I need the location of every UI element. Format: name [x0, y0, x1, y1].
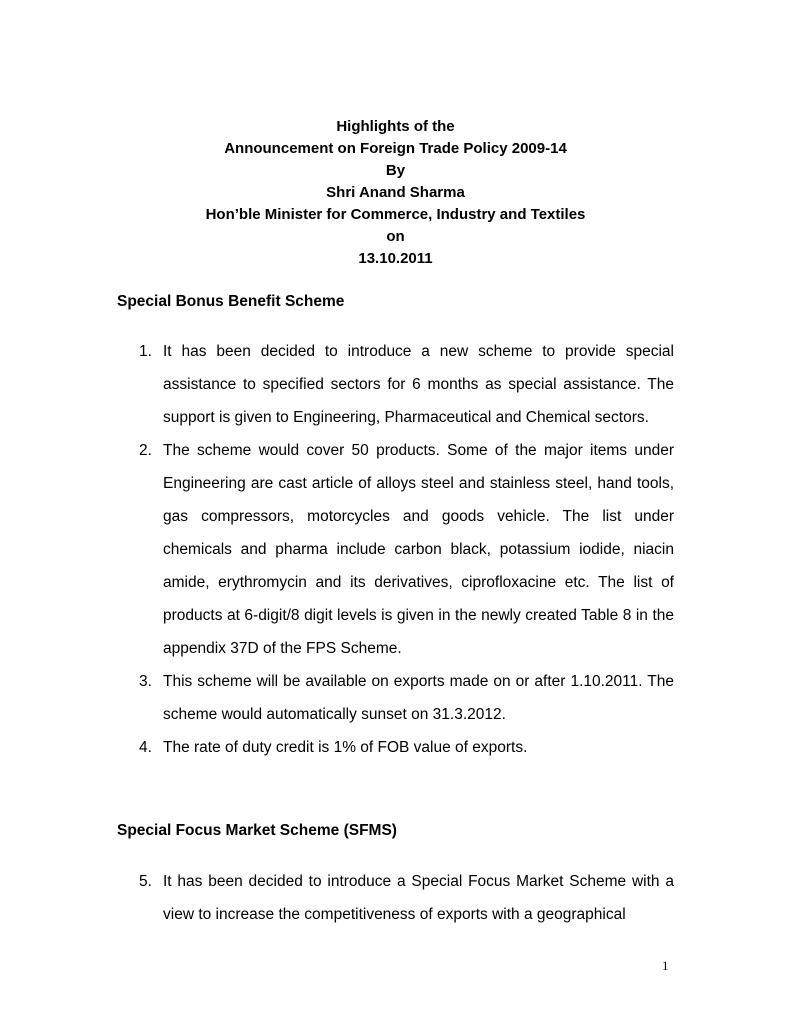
item-number: 2. [139, 442, 152, 459]
item-text: It has been decided to introduce a new scheme to provide special assistance to specified sectors for 6 months as special assistance. The support is given to Engineering, Pharmaceutical and Chemical sectors. [163, 343, 674, 426]
list-item [117, 335, 674, 434]
title-line: Announcement on Foreign Trade Policy 2009-14 [224, 140, 567, 157]
title-line: By [385, 162, 406, 179]
title-line: Hon’ble Minister for Commerce, Industry and Textiles [205, 206, 586, 223]
title-line: 13.10.2011 [358, 250, 433, 267]
item-text: The scheme would cover 50 products. Some of the major items under Engineering are cast article of alloys steel and stainless steel, hand tools, gas compressors, motorcycles and goods vehicle. The list under chemicals and pharma include carbon black, potassium iodide, niacin amide, erythromycin and its derivatives, ciprofloxacine etc. The list of products at 6-digit/8 digit levels is given in the newly created Table 8 in the appendix 37D of the FPS Scheme. [163, 442, 674, 657]
title-line: Shri Anand Sharma [326, 184, 465, 201]
document-title [0, 116, 791, 270]
list-item [117, 865, 674, 931]
numbered-list [117, 335, 674, 764]
item-number: 5. [139, 873, 152, 890]
section-heading: Special Focus Market Scheme (SFMS) [117, 822, 397, 839]
item-text: This scheme will be available on exports made on or after 1.10.2011. The scheme would automatically sunset on 31.3.2012. [163, 673, 674, 723]
section-heading: Special Bonus Benefit Scheme [117, 293, 345, 310]
item-text: It has been decided to introduce a Special Focus Market Scheme with a view to increase the competitiveness of exports with a geographical [163, 873, 674, 923]
item-number: 3. [139, 673, 152, 690]
page-number: 1 [662, 958, 669, 973]
list-item [117, 434, 674, 665]
title-line: on [386, 228, 405, 245]
title-line: Highlights of the [336, 118, 455, 135]
item-text: The rate of duty credit is 1% of FOB value of exports. [163, 739, 528, 756]
numbered-list [117, 865, 674, 931]
list-item [117, 731, 674, 764]
item-number: 4. [139, 739, 152, 756]
item-number: 1. [139, 343, 152, 360]
list-item [117, 665, 674, 731]
